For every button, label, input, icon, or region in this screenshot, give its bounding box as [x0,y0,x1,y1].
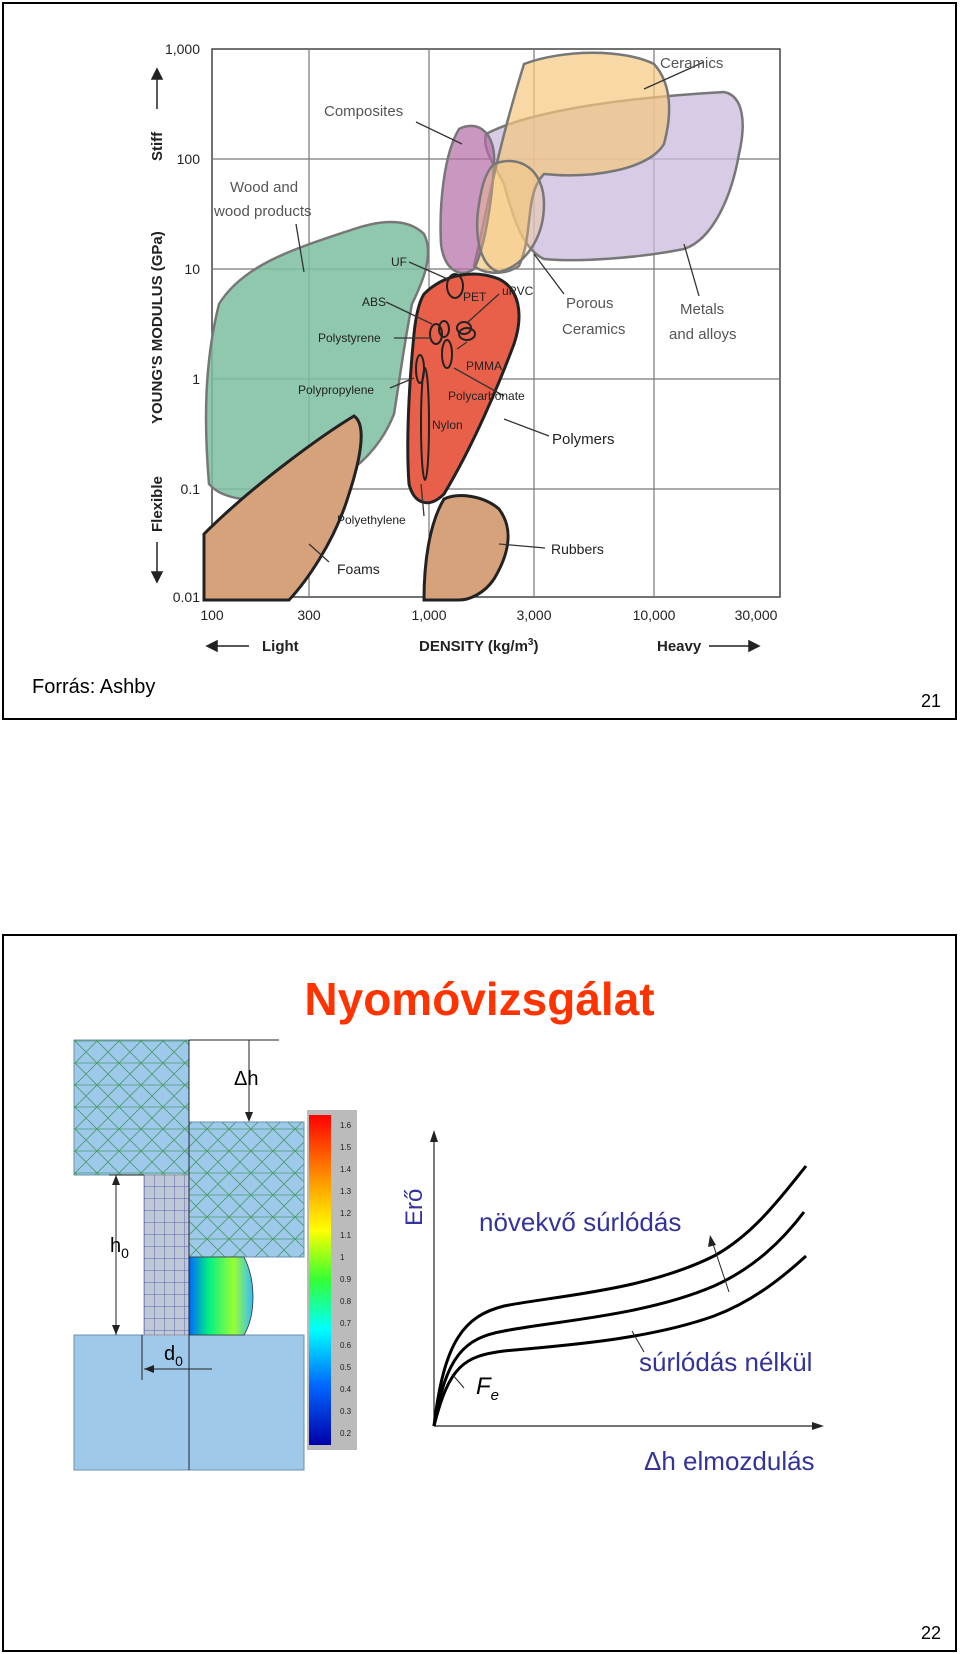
x-tick: 3,000 [516,607,552,623]
label-rubbers: Rubbers [551,541,604,557]
scale-label: 1.5 [340,1143,352,1152]
stiff-label: Stiff [149,131,166,161]
light-label: Light [262,638,299,655]
y-tick: 10 [184,261,200,277]
scale-label: 1.6 [340,1121,352,1130]
scale-label: 1 [340,1253,345,1262]
y-tick: 1 [192,371,200,387]
y-axis-title: YOUNG'S MODULUS (GPa) [149,231,166,424]
label-metals-2: and alloys [669,326,737,343]
scale-label: 0.4 [340,1385,352,1394]
label-porous-2: Ceramics [562,321,626,338]
label-composites: Composites [324,103,404,120]
scale-label: 1.3 [340,1187,352,1196]
label-abs: ABS [362,295,387,309]
label-ceramics: Ceramics [660,55,724,72]
x-tick: 30,000 [734,607,778,623]
label-uf: UF [391,255,407,269]
label-polyethylene: Polyethylene [337,513,406,527]
x-tick: 100 [200,607,224,623]
y-axis-label: Erő [401,1188,428,1226]
label-polycarbonate: Polycarbonate [448,389,525,403]
slide-21 [2,2,957,720]
delta-h-label: Δh [234,1068,259,1090]
force-displacement-graph [394,1116,874,1476]
scale-label: 0.6 [340,1341,352,1350]
increasing-friction-label: növekvő súrlódás [479,1207,682,1237]
scale-label: 0.9 [340,1275,352,1284]
scale-label: 0.7 [340,1319,352,1328]
ashby-chart [4,4,959,719]
y-tick: 0.01 [172,589,200,605]
heavy-label: Heavy [657,638,702,655]
page-number: 21 [920,691,941,711]
flexible-label: Flexible [149,476,166,532]
label-porous-1: Porous [566,295,614,312]
label-pet: PET [463,290,487,304]
label-pmma: PMMA [466,359,502,373]
y-tick: 100 [176,151,200,167]
label-upvc: uPVC [502,284,534,298]
label-polystyrene: Polystyrene [318,331,381,345]
label-wood-1: Wood and [230,179,299,196]
label-nylon: Nylon [432,418,463,432]
label-metals-1: Metals [680,301,725,318]
source-note: Forrás: Ashby [32,676,156,698]
scale-label: 1.4 [340,1165,352,1174]
scale-label: 1.2 [340,1209,352,1218]
slide-22 [2,934,957,1652]
label-foams: Foams [337,561,380,577]
h0-label: $h_0$ [110,1235,129,1261]
scale-label: 0.2 [340,1429,352,1438]
scale-label: 1.1 [340,1231,352,1240]
no-friction-label: súrlódás nélkül [639,1347,813,1377]
x-axis-title: DENSITY $(kg/m^3)$ [419,637,539,655]
label-polymers: Polymers [552,431,615,448]
page-number: 22 [920,1623,941,1643]
scale-label: 0.8 [340,1297,352,1306]
d0-label: $d_0$ [164,1343,183,1369]
y-tick: 1,000 [164,41,200,57]
y-tick: 0.1 [180,481,200,497]
x-tick: 300 [297,607,321,623]
scale-label: 0.5 [340,1363,352,1372]
x-tick: 1,000 [411,607,447,623]
slide-title: Nyomóvizsgálat [304,973,655,1025]
label-wood-2: wood products [214,203,312,220]
fe-label: $F_e$ [476,1373,500,1404]
label-polypropylene: Polypropylene [298,383,375,397]
x-axis-label: Δh elmozdulás [644,1446,815,1476]
x-tick: 10,000 [632,607,676,623]
scale-label: 0.3 [340,1407,352,1416]
